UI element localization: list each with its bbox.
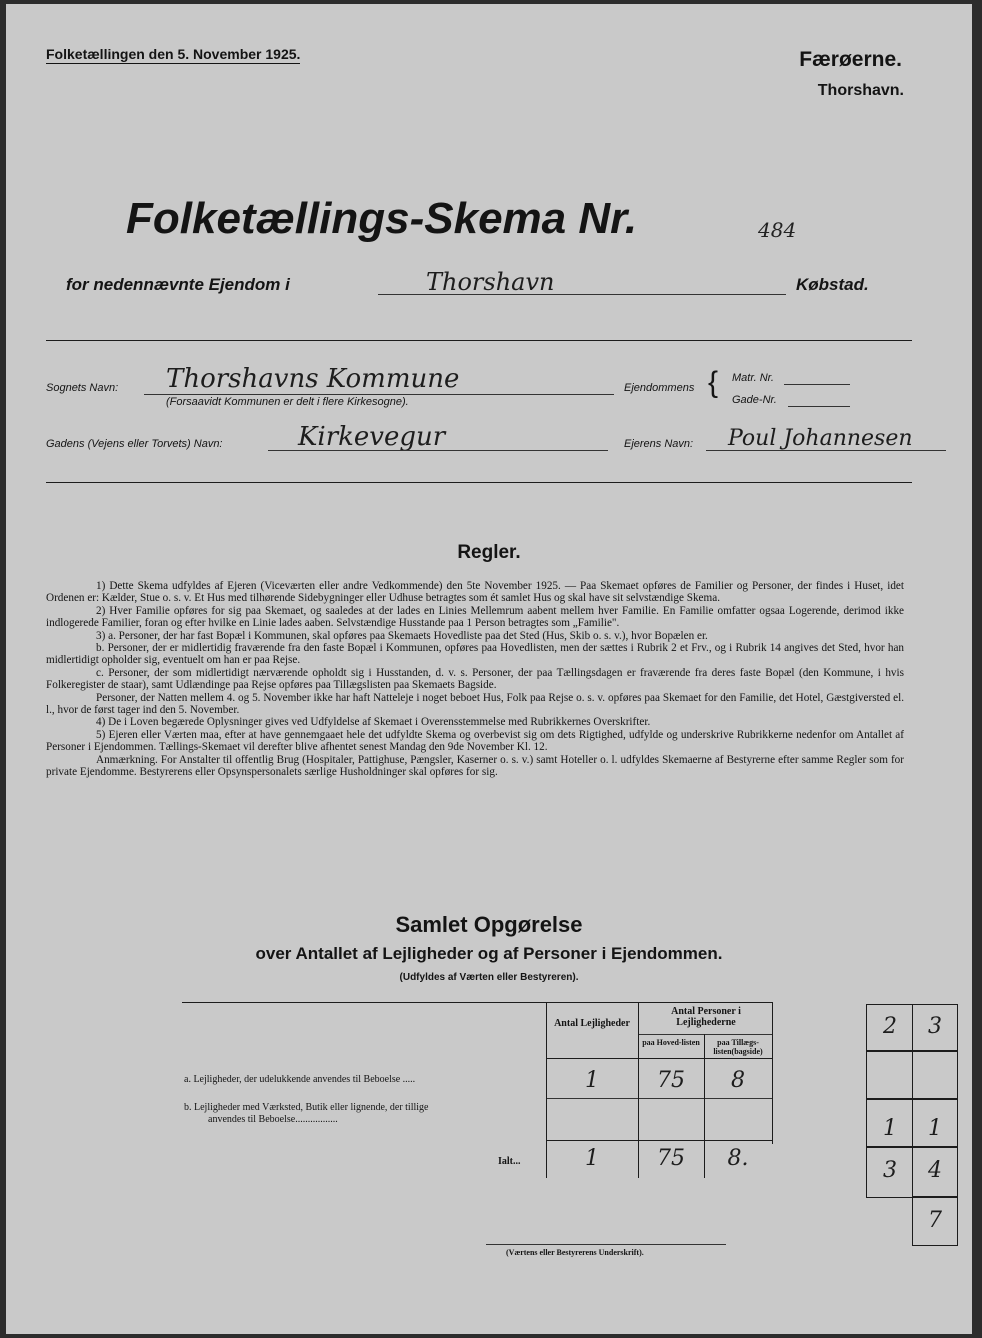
a-apartments-value: 1 [585, 1068, 599, 1093]
census-form-sheet [6, 4, 972, 1334]
tally-r4c1: 3 [883, 1158, 897, 1183]
col-line-2 [638, 1002, 639, 1178]
rule-4: 4) De i Loven begærede Oplysninger gives ved Udfyldelse af Skemaet i Overensstemmelse med Rubrikkernes Overskrifter. [96, 716, 651, 729]
tally-r4c2: 4 [928, 1158, 942, 1183]
signature-label: (Værtens eller Bestyrerens Underskrift). [506, 1248, 644, 1257]
town-line [378, 294, 786, 295]
town-handwritten: Thorshavn [426, 268, 555, 296]
a-supp-value: 8 [731, 1068, 745, 1093]
table-top-rule [182, 1002, 772, 1003]
parish-line [144, 394, 614, 395]
rule-note: Anmærkning. For Anstalter til offentlig Brug (Hospitaler, Pattighuse, Pængsler, Kaserner o. s. v.) samt Hoteller o. l. udfyldes Skemaerne af Bestyrerne efter samme Regler som for private Ejendomme. Bestyrerens eller Opsynspersonalets særlige Husholdninger skal opføres for sig. [46, 753, 904, 779]
tally-r1c2: 3 [928, 1014, 942, 1039]
parish-value: Thorshavns Kommune [166, 364, 460, 394]
brace: { [708, 366, 719, 399]
summary-subtitle: over Antallet af Lejligheder og af Personer i Ejendommen. [255, 944, 723, 963]
row-b-label-1: b. Lejligheder med Værksted, Butik eller lignende, der tillige [184, 1102, 429, 1113]
signature-line [486, 1244, 726, 1245]
city-name: Thorshavn. [817, 82, 904, 99]
subhead-rule [638, 1034, 772, 1035]
row-b-rule [546, 1140, 772, 1141]
owner-value: Poul Johannesen [728, 426, 913, 451]
parish-label: Sognets Navn: [46, 382, 119, 394]
a-main-value: 75 [657, 1068, 685, 1093]
row-total-label: Ialt... [498, 1156, 521, 1167]
col-persons-header: Antal Personer i Lejlighederne [671, 1006, 741, 1028]
total-supp-value: 8. [727, 1146, 749, 1171]
street-line [268, 450, 608, 451]
rule-3c: c. Personer, der som midlertidigt nærværende opholdt sig i Husstanden, d. v. s. Personer, der paa Tællingsdagen er fraværende fra deres faste Bopæl (den Kommune, i hvis Folkeregister de staar), samt Udlændinge paa Rejse opføres paa Tillægslisten paa Skemaets Bagside. [46, 666, 904, 692]
property-label: Ejendommens [624, 382, 695, 394]
total-main-value: 75 [657, 1146, 685, 1171]
tally-r3c1: 1 [883, 1116, 897, 1141]
divider-rule-2 [46, 482, 912, 483]
rule-3b: b. Personer, der er midlertidig fraværende fra den faste Bopæl i Kommunen, opføres paa Hovedlisten, men der sættes i Rubrik 2 et Frv., og i Rubrik 14 angives det Sted, hvor han midlertidigt opholder sig, eventuelt om han er paa Rejse. [46, 642, 904, 667]
summary-title: Samlet Opgørelse [395, 912, 583, 937]
col-apartments-header: Antal Lejligheder [554, 1018, 630, 1029]
owner-line [706, 450, 946, 451]
gade-label: Gade-Nr. [732, 394, 777, 406]
tally-r5c2: 7 [928, 1208, 942, 1233]
parish-note: (Forsaavidt Kommunen er delt i flere Kirkesogne). [166, 396, 409, 408]
col-supp-header: paa Tillægs-listen(bagside) [713, 1038, 763, 1056]
divider-rule [46, 340, 912, 341]
form-suffix: Købstad. [796, 275, 869, 294]
rule-5: 5) Ejeren eller Værten maa, efter at have gennemgaaet hele det udfyldte Skema og overbevist sig om dets Rigtighed, udfylde og underskrive Rubrikkerne nedenfor om Antallet af Personer i Ejendommen. Tællings-Skemaet vil derefter blive afhentet senest Mandag den 9de November Kl. 12. [46, 728, 904, 754]
gade-line [788, 406, 850, 407]
rule-3a: 3) a. Personer, der har fast Bopæl i Kommunen, skal opføres paa Skemaets Hovedliste paa det Sted (Hus, Skib o. s. v.), hvor Bopælen er. [96, 629, 708, 642]
street-label: Gadens (Vejens eller Torvets) Navn: [46, 438, 223, 450]
summary-note: (Udfyldes af Værten eller Bestyreren). [399, 972, 579, 983]
rules-title: Regler. [457, 542, 521, 563]
row-a-rule [546, 1098, 772, 1099]
col-line-1 [546, 1002, 547, 1178]
owner-label: Ejerens Navn: [624, 438, 694, 450]
col-main-header: paa Hoved-listen [642, 1038, 700, 1047]
form-title: Folketællings-Skema Nr. [126, 194, 638, 243]
header-bottom-rule [546, 1058, 772, 1059]
row-a-label: a. Lejligheder, der udelukkende anvendes til Beboelse ..... [184, 1074, 416, 1085]
form-subtitle: for nedennævnte Ejendom i [66, 275, 290, 294]
col-line-4 [772, 1002, 773, 1144]
row-b-label-2: anvendes til Beboelse................. [208, 1114, 338, 1125]
form-number-handwritten: 484 [758, 218, 797, 242]
census-title: Folketællingen den 5. November 1925. [46, 46, 301, 62]
matr-line [784, 384, 850, 385]
matr-label: Matr. Nr. [732, 372, 774, 384]
rule-2: 2) Hver Familie opføres for sig paa Skemaet, og saaledes at der lades en Linies Mellemrum aabent mellem hver Familie. En Familie omfatter ogsaa Logerende, derimod ikke indlogerede Familier, foran og efter hvilke en Linie lades aaben. Selvstændige Husstande paa 1 Person betragtes som „Familie". [46, 604, 904, 630]
total-apartments-value: 1 [585, 1146, 599, 1171]
rule-1: 1) Dette Skema udfyldes af Ejeren (Viceværten eller andre Vedkommende) den 5te November 1925. — Paa Skemaet opføres de Familier og Personer, der findes i Huset, idet Ordenen er: Kælder, Stue o. s. v. Et Hus med tilhørende Sidebygninger eller Udhuse betragtes som ét samlet Hus og skal have sit selvstændige Skema. [46, 580, 904, 605]
col-line-3 [704, 1034, 705, 1178]
tally-r3c2: 1 [928, 1116, 942, 1141]
street-value: Kirkevegur [298, 422, 446, 452]
tally-r1c1: 2 [883, 1014, 897, 1039]
rule-night: Personer, der Natten mellem 4. og 5. November ikke har haft Natteleje i noget beboet Hus, Folk paa Rejse o. s. v. opføres paa Skemaet for den Familie, det Hotel, Gæstgiversted el. l., hvor de først tager ind den 5. November. [46, 691, 904, 717]
rules-text [46, 580, 904, 779]
region-name: Færøerne. [799, 48, 902, 71]
